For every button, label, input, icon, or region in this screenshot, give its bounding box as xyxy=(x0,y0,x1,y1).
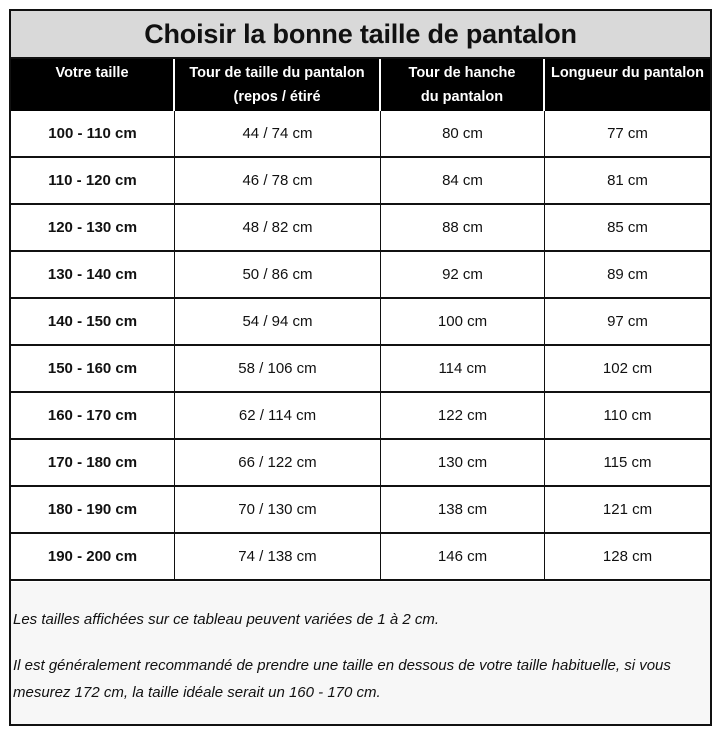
cell-tour-de-hanche: 100 cm xyxy=(381,299,545,344)
header-line-1: Votre taille xyxy=(55,65,129,81)
table-row xyxy=(11,111,710,158)
cell-votre-taille: 120 - 130 cm xyxy=(11,205,175,250)
cell-votre-taille: 140 - 150 cm xyxy=(11,299,175,344)
cell-tour-de-taille: 54 / 94 cm xyxy=(175,299,381,344)
cell-tour-de-hanche: 130 cm xyxy=(381,440,545,485)
cell-longueur: 121 cm xyxy=(602,501,653,518)
cell-tour-de-taille: 58 / 106 cm xyxy=(175,346,381,391)
cell-tour-de-hanche: 84 cm xyxy=(381,158,545,203)
notes-section xyxy=(11,582,710,724)
cell-tour-de-hanche: 92 cm xyxy=(381,252,545,297)
cell-tour-de-hanche: 122 cm xyxy=(381,393,545,438)
cell-longueur: 110 cm xyxy=(603,407,652,424)
table-row xyxy=(11,205,710,252)
cell-tour-de-taille: 74 / 138 cm xyxy=(175,534,381,579)
cell-tour-de-taille: 48 / 82 cm xyxy=(175,205,381,250)
table-row xyxy=(11,158,710,205)
header-tour-de-taille xyxy=(175,59,381,111)
header-line-1: Longueur du pantalon xyxy=(550,65,705,81)
table-row xyxy=(11,487,710,534)
cell-tour-de-hanche: 138 cm xyxy=(381,487,545,532)
table-row xyxy=(11,252,710,299)
cell-tour-de-taille: 44 / 74 cm xyxy=(175,111,381,156)
cell-tour-de-taille: 62 / 114 cm xyxy=(175,393,381,438)
cell-votre-taille: 110 - 120 cm xyxy=(11,158,175,203)
cell-votre-taille: 160 - 170 cm xyxy=(11,393,175,438)
cell-longueur: 85 cm xyxy=(607,219,648,236)
cell-longueur: 128 cm xyxy=(602,548,653,565)
cell-votre-taille: 190 - 200 cm xyxy=(11,534,175,579)
cell-longueur: 115 cm xyxy=(603,454,652,471)
cell-votre-taille: 170 - 180 cm xyxy=(11,440,175,485)
table-row xyxy=(11,440,710,487)
header-line-1: Tour de taille du pantalon xyxy=(189,65,365,81)
cell-votre-taille: 100 - 110 cm xyxy=(11,111,175,156)
table-title: Choisir la bonne taille de pantalon xyxy=(11,11,710,59)
cell-tour-de-hanche: 80 cm xyxy=(381,111,545,156)
cell-longueur: 77 cm xyxy=(607,125,648,142)
table-row xyxy=(11,299,710,346)
cell-votre-taille: 130 - 140 cm xyxy=(11,252,175,297)
table-row xyxy=(11,393,710,440)
cell-longueur: 89 cm xyxy=(607,266,648,283)
cell-votre-taille: 180 - 190 cm xyxy=(11,487,175,532)
cell-tour-de-taille: 46 / 78 cm xyxy=(175,158,381,203)
cell-tour-de-hanche: 114 cm xyxy=(381,346,545,391)
table-row xyxy=(11,534,710,581)
note-variation: Les tailles affichées sur ce tableau peuvent variées de 1 à 2 cm. xyxy=(13,611,440,628)
note-recommendation: Il est généralement recommandé de prendre une taille en dessous de votre taille habituelle, si vous mesurez 172 cm, la taille idéale serait un 160 - 170 cm. xyxy=(13,657,671,701)
header-votre-taille xyxy=(11,59,175,111)
cell-tour-de-taille: 70 / 130 cm xyxy=(175,487,381,532)
header-tour-de-hanche xyxy=(381,59,545,111)
table-row xyxy=(11,346,710,393)
cell-tour-de-taille: 50 / 86 cm xyxy=(175,252,381,297)
cell-tour-de-hanche: 88 cm xyxy=(381,205,545,250)
cell-votre-taille: 150 - 160 cm xyxy=(11,346,175,391)
cell-longueur: 81 cm xyxy=(607,172,648,189)
cell-tour-de-taille: 66 / 122 cm xyxy=(175,440,381,485)
header-line-2: du pantalon xyxy=(420,89,504,105)
cell-longueur: 102 cm xyxy=(602,360,653,377)
cell-tour-de-hanche: 146 cm xyxy=(381,534,545,579)
header-row xyxy=(11,59,710,111)
header-line-1: Tour de hanche xyxy=(408,65,516,81)
header-line-2: (repos / étiré xyxy=(233,89,321,105)
size-chart-table xyxy=(9,9,712,726)
cell-longueur: 97 cm xyxy=(607,313,648,330)
header-longueur xyxy=(545,59,710,111)
